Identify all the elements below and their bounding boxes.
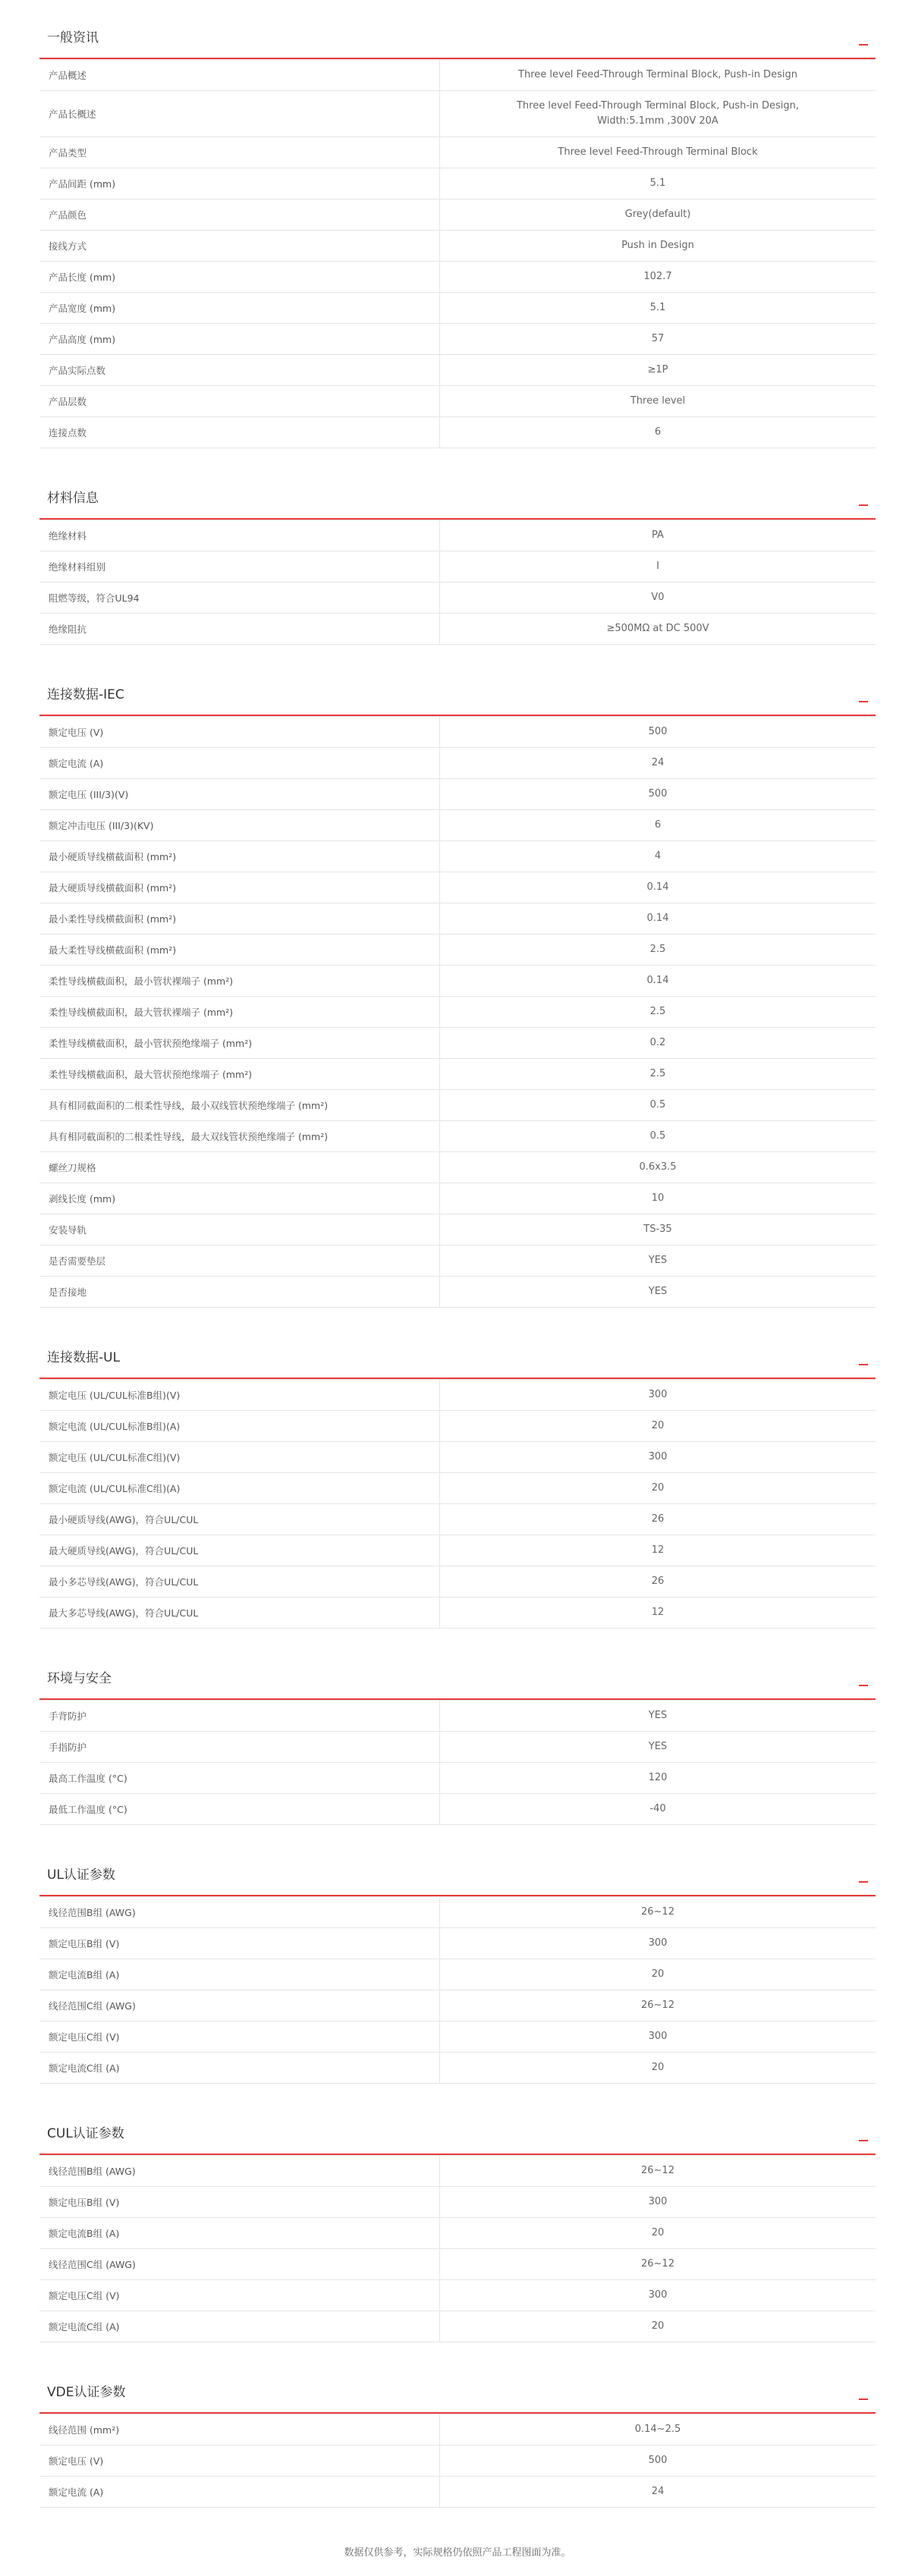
- spec-row: [39, 417, 876, 448]
- spec-label: 线径范围B组 (AWG): [39, 1897, 440, 1927]
- spec-row: [39, 1380, 876, 1411]
- section-header[interactable]: [39, 677, 876, 716]
- spec-row: [39, 262, 876, 293]
- spec-label: 额定电压 (UL/CUL标准C组)(V): [39, 1442, 440, 1472]
- spec-row: [39, 2311, 876, 2342]
- spec-value: 500: [648, 726, 668, 737]
- spec-row: [39, 1794, 876, 1825]
- collapse-minus-icon[interactable]: [859, 1872, 868, 1883]
- spec-table: [39, 1700, 876, 1825]
- section-title: 连接数据-IEC: [47, 687, 124, 702]
- spec-label: 螺丝刀规格: [39, 1152, 440, 1183]
- spec-value: Three level Feed-Through Terminal Block: [558, 146, 758, 158]
- spec-value: 24: [651, 2486, 665, 2497]
- spec-row: [39, 2414, 876, 2446]
- section-header[interactable]: [39, 2116, 876, 2155]
- spec-section: [39, 20, 876, 448]
- spec-label: 额定电压 (III/3)(V): [39, 779, 440, 809]
- spec-value: 20: [651, 1968, 665, 1980]
- spec-row: [39, 997, 876, 1028]
- spec-value: 10: [651, 1192, 665, 1204]
- spec-row: [39, 2053, 876, 2084]
- spec-value: YES: [648, 1741, 668, 1752]
- section-header[interactable]: [39, 1660, 876, 1700]
- spec-section: [39, 1340, 876, 1629]
- spec-section: [39, 1857, 876, 2084]
- spec-row: [39, 614, 876, 645]
- spec-section: [39, 1660, 876, 1825]
- spec-row: [39, 520, 876, 551]
- spec-value: 2.5: [649, 944, 666, 955]
- spec-value: 24: [651, 757, 665, 768]
- spec-value: 20: [651, 2320, 665, 2332]
- spec-value: Three level: [630, 395, 686, 407]
- spec-label: 产品实际点数: [39, 355, 440, 385]
- spec-value: 20: [651, 1482, 665, 1494]
- spec-label: 额定电流B组 (A): [39, 1959, 440, 1990]
- spec-label: 额定电压C组 (V): [39, 2280, 440, 2311]
- spec-label: 绝缘材料: [39, 520, 440, 551]
- spec-row: [39, 966, 876, 997]
- spec-value: 57: [651, 333, 665, 344]
- spec-value: YES: [648, 1255, 668, 1266]
- spec-label: 手背防护: [39, 1701, 440, 1731]
- spec-value: 300: [648, 2031, 668, 2042]
- section-title: VDE认证参数: [47, 2385, 126, 2400]
- section-header[interactable]: [39, 2374, 876, 2414]
- spec-value: 2.5: [649, 1006, 666, 1017]
- spec-label: 柔性导线横截面积，最大管状裸端子 (mm²): [39, 997, 440, 1027]
- spec-label: 安装导轨: [39, 1214, 440, 1245]
- spec-value: 6: [654, 426, 662, 438]
- spec-value: 26: [651, 1513, 665, 1525]
- spec-label: 产品层数: [39, 386, 440, 416]
- spec-label: 产品颜色: [39, 199, 440, 230]
- section-spacer: [39, 2084, 876, 2116]
- spec-row: [39, 1059, 876, 1090]
- spec-row: [39, 903, 876, 935]
- section-header[interactable]: [39, 480, 876, 520]
- spec-label: 额定电流 (UL/CUL标准C组)(A): [39, 1473, 440, 1503]
- spec-label: 额定电流 (UL/CUL标准B组)(A): [39, 1411, 440, 1441]
- spec-value: 300: [648, 1389, 668, 1400]
- spec-label: 额定电压 (UL/CUL标准B组)(V): [39, 1380, 440, 1410]
- spec-value: 4: [654, 850, 662, 862]
- spec-label: 线径范围C组 (AWG): [39, 1990, 440, 2021]
- spec-label: 接线方式: [39, 231, 440, 261]
- spec-label: 额定电压B组 (V): [39, 2187, 440, 2217]
- spec-row: [39, 1504, 876, 1535]
- section-spacer: [39, 2342, 876, 2374]
- spec-table: [39, 520, 876, 645]
- spec-value: 26~12: [641, 2000, 674, 2011]
- spec-label: 最高工作温度 (°C): [39, 1763, 440, 1793]
- spec-label: 连接点数: [39, 417, 440, 448]
- spec-row: [39, 91, 876, 137]
- spec-row: [39, 137, 876, 168]
- spec-value: 500: [648, 788, 668, 800]
- spec-label: 产品间距 (mm): [39, 168, 440, 199]
- spec-value: 0.5: [649, 1099, 666, 1111]
- spec-value: Grey(default): [624, 209, 691, 220]
- spec-label: 最低工作温度 (°C): [39, 1794, 440, 1824]
- spec-row: [39, 1214, 876, 1246]
- spec-value: 20: [651, 2062, 665, 2073]
- section-spacer: [39, 645, 876, 677]
- spec-label: 绝缘阻抗: [39, 614, 440, 644]
- spec-row: [39, 2187, 876, 2218]
- spec-table: [39, 2155, 876, 2342]
- spec-row: [39, 199, 876, 231]
- spec-table: [39, 1896, 876, 2084]
- spec-label: 产品宽度 (mm): [39, 293, 440, 323]
- footer-disclaimer: 数据仅供参考，实际规格仍依照产品工程图面为准。: [344, 2547, 571, 2559]
- spec-table: [39, 2414, 876, 2508]
- spec-value: 12: [651, 1544, 665, 1556]
- section-spacer: [39, 1308, 876, 1340]
- spec-row: [39, 1566, 876, 1597]
- spec-label: 额定电压 (V): [39, 717, 440, 747]
- spec-row: [39, 1246, 876, 1277]
- section-title: 材料信息: [47, 491, 99, 506]
- spec-value: 26~12: [641, 1906, 674, 1918]
- spec-row: [39, 2446, 876, 2477]
- spec-value: YES: [648, 1710, 668, 1721]
- spec-label: 产品长度 (mm): [39, 262, 440, 292]
- spec-label: 额定电压B组 (V): [39, 1928, 440, 1959]
- section-header[interactable]: [39, 20, 876, 59]
- spec-label: 最大多芯导线(AWG)，符合UL/CUL: [39, 1597, 440, 1628]
- spec-label: 是否需要垫层: [39, 1246, 440, 1276]
- spec-row: [39, 1090, 876, 1121]
- spec-row: [39, 2249, 876, 2280]
- spec-label: 额定冲击电压 (III/3)(KV): [39, 810, 440, 840]
- spec-label: 线径范围 (mm²): [39, 2414, 440, 2445]
- spec-row: [39, 1897, 876, 1928]
- collapse-minus-icon[interactable]: [859, 1355, 868, 1365]
- spec-label: 剥线长度 (mm): [39, 1183, 440, 1214]
- spec-label: 最大硬质导线横截面积 (mm²): [39, 872, 440, 903]
- spec-value: 20: [651, 1420, 665, 1431]
- collapse-minus-icon[interactable]: [859, 692, 868, 702]
- spec-label: 额定电流 (A): [39, 748, 440, 778]
- spec-label: 柔性导线横截面积，最小管状裸端子 (mm²): [39, 966, 440, 996]
- spec-label: 最大柔性导线横截面积 (mm²): [39, 935, 440, 965]
- collapse-minus-icon[interactable]: [859, 1676, 868, 1686]
- spec-row: [39, 1277, 876, 1308]
- collapse-minus-icon[interactable]: [859, 35, 868, 46]
- spec-value: 300: [648, 1451, 668, 1462]
- spec-value: 0.14: [646, 881, 669, 893]
- spec-value: 5.1: [649, 177, 666, 189]
- spec-value: 2.5: [649, 1068, 666, 1079]
- spec-label: 额定电压 (V): [39, 2446, 440, 2476]
- spec-label: 阻燃等级，符合UL94: [39, 583, 440, 613]
- spec-label: 是否接地: [39, 1277, 440, 1307]
- spec-row: [39, 1152, 876, 1183]
- spec-value: Push in Design: [621, 240, 694, 251]
- section-spacer: [39, 1825, 876, 1857]
- collapse-minus-icon[interactable]: [859, 2389, 868, 2400]
- spec-value: 500: [648, 2455, 668, 2466]
- spec-label: 绝缘材料组别: [39, 551, 440, 582]
- spec-section: [39, 480, 876, 645]
- spec-label: 具有相同截面积的二根柔性导线，最大双线管状预绝缘端子 (mm²): [39, 1121, 440, 1151]
- spec-row: [39, 2156, 876, 2187]
- spec-value: 0.14: [646, 975, 669, 986]
- spec-value: 120: [648, 1772, 668, 1783]
- spec-label: 最小硬质导线横截面积 (mm²): [39, 841, 440, 872]
- spec-row: [39, 2022, 876, 2053]
- spec-label: 额定电流 (A): [39, 2477, 440, 2507]
- spec-row: [39, 1990, 876, 2022]
- spec-section: [39, 2116, 876, 2342]
- spec-label: 产品概述: [39, 60, 440, 90]
- spec-value: V0: [651, 592, 665, 603]
- spec-label: 手指防护: [39, 1732, 440, 1762]
- spec-row: [39, 231, 876, 262]
- spec-row: [39, 1928, 876, 1959]
- spec-row: [39, 60, 876, 91]
- spec-row: [39, 748, 876, 779]
- spec-row: [39, 168, 876, 199]
- spec-sheet: [39, 20, 876, 2508]
- spec-label: 产品长概述: [39, 91, 440, 137]
- spec-label: 产品类型: [39, 137, 440, 168]
- spec-value: 26~12: [641, 2258, 674, 2270]
- spec-value: ≥1P: [647, 364, 668, 375]
- spec-label: 线径范围B组 (AWG): [39, 2156, 440, 2186]
- spec-label: 最大硬质导线(AWG)，符合UL/CUL: [39, 1535, 440, 1566]
- spec-row: [39, 2280, 876, 2311]
- spec-label: 柔性导线横截面积，最大管状预绝缘端子 (mm²): [39, 1059, 440, 1089]
- spec-row: [39, 355, 876, 386]
- spec-value: 0.2: [649, 1037, 666, 1048]
- spec-row: [39, 810, 876, 841]
- spec-row: [39, 386, 876, 417]
- spec-value: 6: [654, 819, 662, 831]
- spec-row: [39, 1597, 876, 1629]
- section-header[interactable]: [39, 1857, 876, 1896]
- spec-row: [39, 841, 876, 872]
- spec-row: [39, 872, 876, 903]
- spec-row: [39, 1959, 876, 1990]
- spec-label: 额定电压C组 (V): [39, 2022, 440, 2052]
- section-title: 一般资讯: [47, 30, 99, 46]
- spec-row: [39, 583, 876, 614]
- spec-label: 最小多芯导线(AWG)，符合UL/CUL: [39, 1566, 440, 1597]
- spec-row: [39, 324, 876, 355]
- spec-value: 12: [651, 1607, 665, 1618]
- spec-value: 26~12: [641, 2165, 674, 2176]
- section-title: CUL认证参数: [47, 2126, 124, 2141]
- spec-label: 线径范围C组 (AWG): [39, 2249, 440, 2279]
- spec-row: [39, 1535, 876, 1566]
- spec-row: [39, 293, 876, 324]
- spec-row: [39, 717, 876, 748]
- spec-label: 最小硬质导线(AWG)，符合UL/CUL: [39, 1504, 440, 1535]
- spec-table: [39, 716, 876, 1308]
- spec-value: 26: [651, 1575, 665, 1587]
- spec-value: Three level Feed-Through Terminal Block, Push-in Design: [518, 69, 797, 80]
- spec-label: 额定电流C组 (A): [39, 2053, 440, 2083]
- spec-row: [39, 1473, 876, 1504]
- section-spacer: [39, 448, 876, 480]
- spec-value: Three level Feed-Through Terminal Block, Push-in Design, Width:5.1mm ,300V 20A: [516, 100, 800, 127]
- spec-row: [39, 1183, 876, 1214]
- spec-row: [39, 1732, 876, 1763]
- spec-label: 具有相同截面积的二根柔性导线，最小双线管状预绝缘端子 (mm²): [39, 1090, 440, 1120]
- spec-label: 最小柔性导线横截面积 (mm²): [39, 903, 440, 934]
- spec-label: 产品高度 (mm): [39, 324, 440, 354]
- spec-row: [39, 2218, 876, 2249]
- spec-label: 额定电流B组 (A): [39, 2218, 440, 2248]
- section-title: 环境与安全: [47, 1671, 112, 1686]
- spec-value: YES: [648, 1286, 668, 1297]
- section-title: 连接数据-UL: [47, 1350, 121, 1365]
- spec-value: -40: [649, 1803, 666, 1814]
- spec-value: 0.6x3.5: [639, 1161, 677, 1173]
- section-header[interactable]: [39, 1340, 876, 1379]
- section-title: UL认证参数: [47, 1868, 115, 1883]
- spec-value: 20: [651, 2227, 665, 2238]
- spec-row: [39, 935, 876, 966]
- spec-value: I: [656, 561, 659, 572]
- spec-value: ≥500MΩ at DC 500V: [606, 623, 709, 634]
- spec-row: [39, 1763, 876, 1794]
- spec-row: [39, 1121, 876, 1152]
- spec-section: [39, 2374, 876, 2508]
- spec-table: [39, 1379, 876, 1629]
- collapse-minus-icon[interactable]: [859, 495, 868, 506]
- spec-row: [39, 2477, 876, 2508]
- spec-section: [39, 677, 876, 1308]
- section-spacer: [39, 1629, 876, 1660]
- spec-value: 5.1: [649, 302, 666, 313]
- spec-value: 300: [648, 1937, 668, 1949]
- spec-value: 0.14: [646, 913, 669, 924]
- spec-row: [39, 551, 876, 583]
- spec-row: [39, 1442, 876, 1473]
- spec-row: [39, 1411, 876, 1442]
- spec-row: [39, 1701, 876, 1732]
- spec-row: [39, 779, 876, 810]
- spec-value: 300: [648, 2289, 668, 2301]
- spec-row: [39, 1028, 876, 1059]
- spec-label: 柔性导线横截面积，最小管状预绝缘端子 (mm²): [39, 1028, 440, 1058]
- spec-label: 额定电流C组 (A): [39, 2311, 440, 2342]
- spec-value: 300: [648, 2196, 668, 2207]
- spec-value: 0.14~2.5: [634, 2424, 681, 2435]
- spec-value: 0.5: [649, 1130, 666, 1142]
- spec-table: [39, 59, 876, 448]
- spec-value: 102.7: [643, 271, 672, 282]
- collapse-minus-icon[interactable]: [859, 2131, 868, 2141]
- spec-value: TS-35: [643, 1224, 672, 1235]
- spec-value: PA: [652, 529, 664, 541]
